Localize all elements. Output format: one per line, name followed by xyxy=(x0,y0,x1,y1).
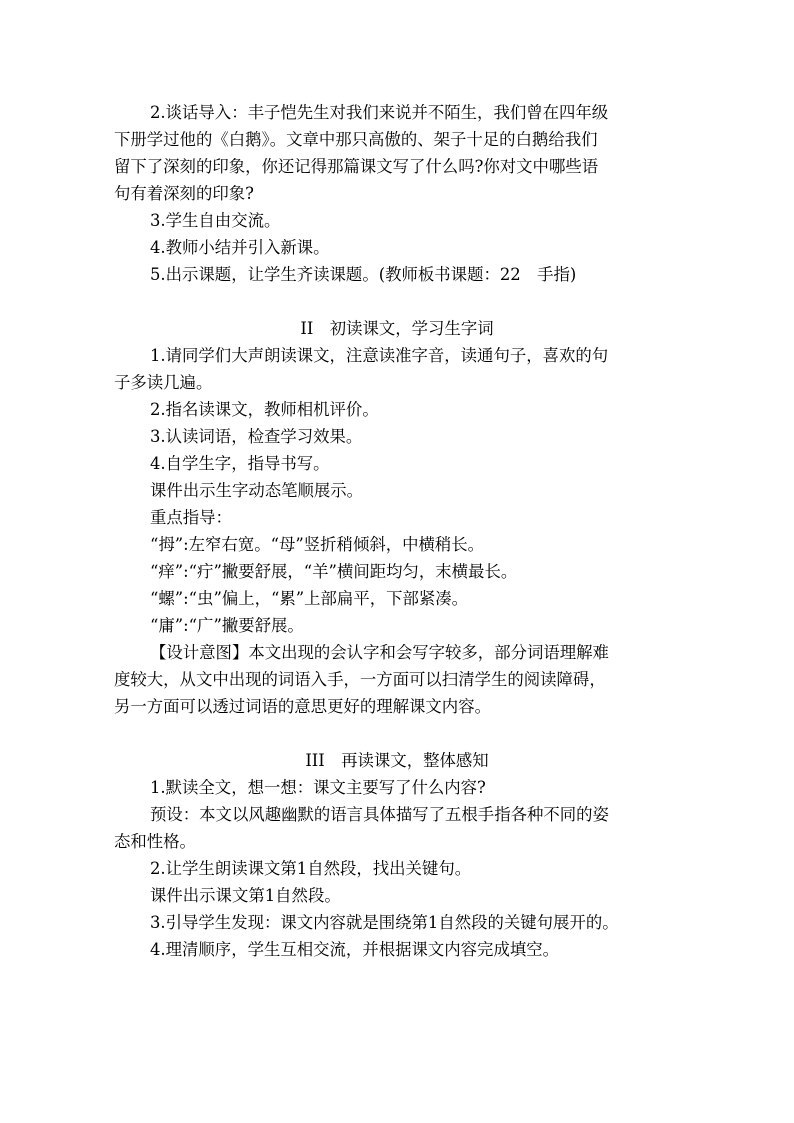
paragraph-line: 1.默读全文，想一想：课文主要写了什么内容? xyxy=(150,778,486,797)
paragraph-line: 预设：本文以风趣幽默的语言具体描写了五根手指各种不同的姿 xyxy=(150,805,609,824)
section-heading: II 初读课文，学习生字词 xyxy=(300,319,494,338)
paragraph-line: “痒”:“疔”撇要舒展，“羊”横间距均匀，末横最长。 xyxy=(150,562,518,581)
paragraph-line: 2.指名读课文，教师相机评价。 xyxy=(150,400,379,419)
paragraph-line: 课件出示课文第1自然段。 xyxy=(150,886,341,905)
paragraph-line: “螺”:“虫”偏上，“累”上部扁平，下部紧凑。 xyxy=(150,589,469,608)
paragraph-line: 4.教师小结并引入新课。 xyxy=(150,238,330,257)
paragraph-line: 5.出示课题，让学生齐读课题。(教师板书课题：22 手指) xyxy=(150,265,577,284)
paragraph-line: 课件出示生字动态笔顺展示。 xyxy=(150,481,364,500)
paragraph-line: 3.认读词语，检查学习效果。 xyxy=(150,427,363,446)
paragraph-line: 4.自学生字，指导书写。 xyxy=(150,454,330,473)
paragraph-line: 2.谈话导入：丰子恺先生对我们来说并不陌生，我们曾在四年级 xyxy=(150,103,609,122)
paragraph-line: “拇”:左窄右宽。“母”竖折稍倾斜，中横稍长。 xyxy=(150,535,485,554)
paragraph-line: 1.请同学们大声朗读课文，注意读准字音，读通句子，喜欢的句 xyxy=(150,346,609,365)
paragraph-line: “庸”:“广”撇要舒展。 xyxy=(150,616,304,635)
paragraph-line: 3.学生自由交流。 xyxy=(150,211,281,230)
paragraph-line: 2.让学生朗读课文第1自然段，找出关键句。 xyxy=(150,859,472,878)
paragraph-line: 句有着深刻的印象? xyxy=(114,184,254,203)
paragraph-line: 度较大，从文中出现的词语入手，一方面可以扫清学生的阅读障碍， xyxy=(114,670,606,689)
paragraph-line: 下册学过他的《白鹅》。文章中那只高傲的、架子十足的白鹅给我们 xyxy=(114,130,598,149)
paragraph-line: 4.理清顺序，学生互相交流，并根据课文内容完成填空。 xyxy=(150,940,560,959)
paragraph-line: 重点指导： xyxy=(150,508,232,527)
paragraph-line: 另一方面可以透过词语的意思更好的理解课文内容。 xyxy=(114,697,491,716)
section-heading: III 再读课文，整体感知 xyxy=(305,751,489,770)
paragraph-line: 留下了深刻的印象，你还记得那篇课文写了什么吗?你对文中哪些语 xyxy=(114,157,599,176)
paragraph-line: 子多读几遍。 xyxy=(114,373,213,392)
paragraph-line: 【设计意图】本文出现的会认字和会写字较多，部分词语理解难 xyxy=(150,643,609,662)
paragraph-line: 3.引导学生发现：课文内容就是围绕第1自然段的关键句展开的。 xyxy=(150,913,619,932)
paragraph-line: 态和性格。 xyxy=(114,832,196,851)
